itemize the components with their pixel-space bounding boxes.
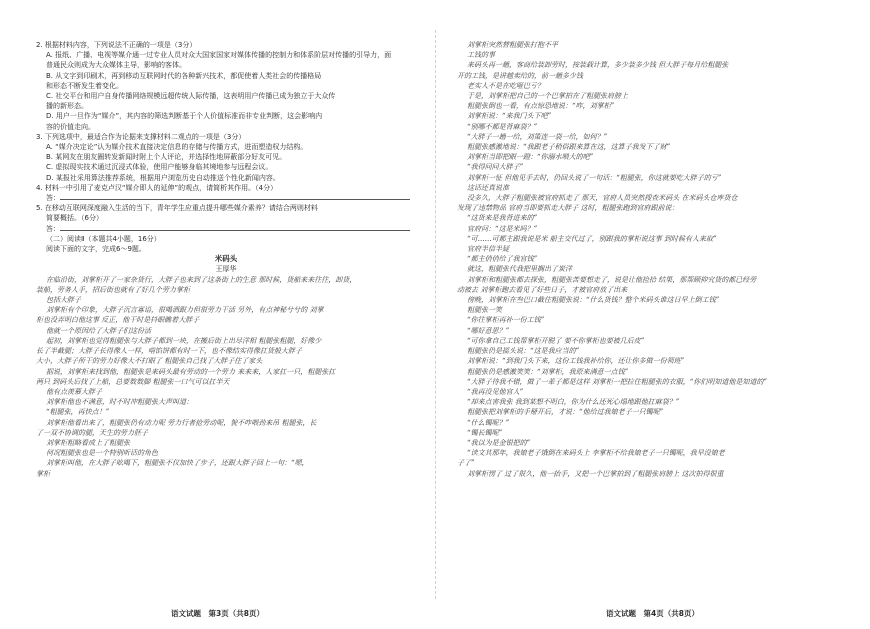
- text-line: [457, 91, 852, 101]
- line-text: “什么镯呢？”: [467, 418, 510, 427]
- text-line: [457, 162, 852, 172]
- text-line: [457, 428, 852, 438]
- text-line: [36, 142, 416, 152]
- text-line: [36, 50, 416, 60]
- line-text: “我再没见他官人”: [467, 387, 524, 396]
- text-line: [457, 418, 852, 428]
- line-text: 何况粗腿张也是一个特别听话的角色: [46, 449, 158, 458]
- line-text: “我以为是金银把的”: [467, 438, 531, 447]
- text-line: [36, 173, 416, 183]
- line-text: 工钱的事: [467, 51, 495, 60]
- line-text: 3. 下列选项中，最适合作为论据来支撑材料二观点的一项是（3分）: [36, 132, 246, 141]
- text-line: [36, 469, 416, 479]
- line-text: 容的价值走向。: [46, 122, 95, 131]
- text-line: [457, 438, 852, 448]
- text-line: [36, 60, 416, 70]
- line-text: 答：: [46, 224, 60, 233]
- line-text: 刘掌柜当即把眼一蹬：“你溺水喂大的吧”: [467, 153, 594, 162]
- line-text: “读文其那年，我娘老子饿倒在来码头上 李掌柜不给我娘老子一只镯呢，我早没娘老: [467, 449, 725, 458]
- line-text: 柜也没弄明白他这事 反正，他干时是抖眼瞧着大胖子: [36, 316, 200, 325]
- text-line: [36, 71, 416, 81]
- page-4-footer: 语文试题 第4页（共8页）: [606, 609, 699, 618]
- line-text: 刘掌柜他也不满意，时不时冲粗腿张大声叫道：: [46, 398, 193, 407]
- text-line: [457, 285, 852, 295]
- text-line: [457, 60, 852, 70]
- text-line: [36, 418, 416, 428]
- text-line: [457, 367, 852, 377]
- line-text: “别哪不都是背麻袋？”: [467, 122, 538, 131]
- line-text: C. 社交平台和用户自身传播网络规模远超传统人际传播，这表明用户传播已成为独立于大众传: [46, 92, 336, 101]
- line-text: 2. 根据材料内容，下列说法不正确的一项是（3分）: [36, 41, 197, 49]
- text-line: [457, 122, 852, 132]
- line-text: 官府半信半疑: [467, 245, 509, 254]
- line-text: “哪好意思？”: [467, 326, 510, 335]
- page-4: [435, 0, 870, 629]
- line-text: “可你拿自己工钱帮掌柜开脱了 要不你掌柜也要被几后皮”: [467, 336, 645, 345]
- text-line: [457, 213, 852, 223]
- line-text: 刘掌柜他看出来了，粗腿张仍有动力呢 劳力行者抢劳动呢，貌不咋喂劲来吊 粗腿张，长: [46, 418, 317, 427]
- line-text: D. 某报社采用算法推荐系统，根据用户浏览历史自动推送个性化新闻内容。: [46, 173, 280, 182]
- line-text: 来码头再一趟，客商给装卸劳时，按装载计算，多少装多少钱 但大胖子每月给粗腿张: [467, 61, 729, 70]
- line-text: 粗腿张感激地说：“我跟老子稍俗跟来算在这，这算子我发下了财”: [467, 143, 671, 152]
- line-text: 在临沿街，刘掌柜开了一家杂货行，大胖子也来到了这条街上的生意 那时候，货船来来往往，卸货，: [46, 275, 357, 284]
- line-text: D. 用户一旦作为“媒介”，其内容的筛选判断基于个人价值标准而非专业判断，这会影响内: [46, 112, 323, 121]
- line-text: “我得问问大胖子”: [467, 163, 524, 172]
- text-line: [457, 397, 852, 407]
- line-text: 了一双不协调的腿，天生的劳力胚子: [36, 428, 148, 437]
- line-text: 就这，粗腿张代我把里搁出了炭洋: [467, 265, 572, 274]
- text-line: [457, 203, 852, 213]
- line-text: 5. 在移动互联网深度融入生活的当下，青年学生应重点提升哪些媒介素养？请结合两则材料: [36, 204, 318, 213]
- line-text: 刘掌柜和粗腿张都去探张，粗腿张苦要想走了，说是让他捡拾 结果，那帮顾抑究货的都已经劳: [467, 275, 757, 284]
- text-line: [36, 336, 416, 346]
- text-line: [457, 111, 852, 121]
- text-line: [36, 40, 416, 50]
- line-text: 刘掌柜一怔 但他见手去时，仍回头说了一句话：“粗腿张，你这就要吃大胖子的亏”: [467, 173, 722, 182]
- text-line: [36, 213, 416, 223]
- line-text: 动被去 刘掌柜跑去看见了好些日子，才被官府放了出来: [457, 285, 628, 294]
- text-line: [36, 152, 416, 162]
- text-line: [457, 71, 852, 81]
- passage-author: [36, 264, 416, 274]
- text-line: [457, 224, 852, 234]
- line-text: 于是，刘掌柜把自己的一个巴掌拍在了粗腿张肩膀上: [467, 92, 628, 101]
- text-line: [457, 50, 852, 60]
- line-text: 和形态不断发生着变化。: [46, 81, 123, 90]
- text-line: [457, 152, 852, 162]
- line-text: 官府问：“这是米吗？”: [467, 224, 538, 233]
- line-text: 两只 到码头后找了上船，总要数数脚 粗腿张一口气可以扛半天: [36, 377, 230, 386]
- text-line: [457, 254, 852, 264]
- line-text: 开的工钱，是讲越卖给的，前一趟多少钱: [457, 71, 583, 80]
- text-line: [36, 295, 416, 305]
- text-line: [36, 275, 416, 285]
- line-text: 4. 材料一中引用了麦克卢汉“媒介即人的延伸”的观点，请简析其作用。（4分）: [36, 183, 278, 192]
- line-text: 粗腿张倒也一看，有点惊恐地说：“咋，刘掌柜”: [467, 102, 615, 111]
- text-line: [36, 122, 416, 132]
- text-line: [457, 244, 852, 254]
- line-text: 米码头: [214, 254, 238, 264]
- line-text: 粗腿张把刘掌柜的手掰开后，才说：“他给过我娘老子一只镯呢”: [467, 408, 664, 417]
- line-text: 刘掌柜叫他，在大胖子吆喝下，粗腿张不仅加快了步子，还跟大胖子回上一句：“嗯，: [46, 459, 309, 468]
- line-text: 他有点羡慕大胖子: [46, 387, 102, 396]
- line-text: 包括大胖子: [46, 296, 81, 305]
- text-line: [457, 315, 852, 325]
- text-line: [457, 264, 852, 274]
- text-line: [457, 81, 852, 91]
- text-line: [36, 377, 416, 387]
- line-text: 子了”: [457, 459, 475, 468]
- line-text: 老实人不是在吃哑巴亏？: [467, 81, 544, 90]
- text-line: [36, 367, 416, 377]
- text-line: [457, 183, 852, 193]
- text-line: [36, 234, 416, 244]
- text-line: [36, 428, 416, 438]
- text-line: [457, 336, 852, 346]
- text-line: [36, 183, 416, 193]
- line-text: 答：: [46, 194, 60, 203]
- line-text: 傍晚，刘掌柜在叁巴口截住粗腿张说：“什么货钱？整个米码头谁这日早上倒工钱”: [467, 296, 720, 305]
- line-text: 刘掌柜愣了 过了很久，他一抬手，又把一个巴掌拍到了粗腿张肩膀上 这次拍得很重: [467, 469, 724, 478]
- line-text: C. 虚拟现实技术通过沉浸式体验，使用户能够身临其境地参与远程会议。: [46, 163, 273, 172]
- line-text: “粗腿张，再快点！”: [46, 408, 110, 417]
- line-text: 粗腿张仍是感激笑笑：“刘掌柜，我原来满意一点钱”: [467, 367, 629, 376]
- line-text: 播的新形态。: [46, 102, 88, 111]
- text-line: [36, 132, 416, 142]
- line-text: 大小，大胖子所干的劳力好像大不打眼了 粗腿张自己找了大胖子住了家头: [36, 357, 263, 366]
- text-line: [36, 438, 416, 448]
- text-line: [36, 458, 416, 468]
- line-text: B. 某网友在朋友圈转发新闻时附上个人评论，并选择性地屏蔽部分好友可见。: [46, 153, 287, 162]
- text-line: [457, 275, 852, 285]
- passage-title: [36, 254, 416, 264]
- page-4-column: [457, 40, 852, 479]
- text-line: [36, 407, 416, 417]
- page-3-footer: 语文试题 第3页（共8页）: [171, 609, 264, 618]
- line-text: （二）阅读Ⅱ（本题共4小题，16分）: [46, 234, 161, 243]
- page-3-column: [36, 40, 416, 479]
- text-line: [36, 448, 416, 458]
- answer-line: [36, 193, 416, 203]
- text-line: [457, 234, 852, 244]
- text-line: [457, 305, 852, 315]
- text-line: [457, 173, 852, 183]
- text-line: [36, 387, 416, 397]
- line-text: 粗腿张仍是摇头说：“这是我应当的”: [467, 347, 580, 356]
- text-line: [36, 305, 416, 315]
- line-text: “你往掌柜再补一份工钱”: [467, 316, 545, 325]
- text-line: [457, 40, 852, 50]
- text-line: [36, 91, 416, 101]
- line-text: 粗腿张一笑: [467, 306, 502, 315]
- text-line: [457, 469, 852, 479]
- line-text: A. “媒介决定论”认为媒介技术直接决定信息的存储与传播方式，进而塑造权力结构。: [46, 143, 308, 152]
- text-line: [36, 315, 416, 325]
- text-line: [36, 111, 416, 121]
- answer-blank[interactable]: [60, 224, 410, 231]
- text-line: [457, 346, 852, 356]
- text-line: [457, 193, 852, 203]
- line-text: “却来点害我张 我到某想不明白，你为什么还死心塌地跟他扛麻袋？”: [467, 398, 680, 407]
- line-text: 没多久，大胖子粗腿张被官府抓走了 那天，官府人员突然搜查米码头 在米码头仓库货仓: [467, 194, 738, 203]
- line-text: 据说，刘掌柜来找到他，粗腿张是来码头最有劳动的一个劳力 来来来，人家扛一只，粗腿张扛: [46, 367, 336, 376]
- line-text: 这话还真说准: [467, 183, 509, 192]
- line-text: “可……可都主跟我说是米 船主交代过了，别跟我的掌柜说这事 到时候有人来取”: [467, 234, 717, 243]
- text-line: [457, 387, 852, 397]
- line-text: 刘掌柜突然替粗腿张打抱不平: [467, 41, 558, 49]
- text-line: [36, 356, 416, 366]
- text-line: [36, 203, 416, 213]
- text-line: [36, 81, 416, 91]
- line-text: A. 报纸、广播、电视等媒介通一过专业人员对众大国家国家对媒体传播的控制力和体系阶层对传播的引导力，面: [46, 51, 392, 60]
- line-text: 刘掌柜说：“到我门头下来，这份工钱我补给你，还让你多做一份领班”: [467, 357, 685, 366]
- text-line: [457, 142, 852, 152]
- line-text: 普通民众则成为大众媒体主导，影响的客体。: [46, 61, 186, 70]
- line-text: 长了半截腿；大胖子长得像人一样，啃馅饼都有时一下，也不像结实得像扛货般大胖子: [36, 347, 302, 356]
- line-text: 他就一个原因给了大胖子们这份活: [46, 326, 151, 335]
- text-line: [457, 448, 852, 458]
- line-text: B. 从文字到印刷术，再到移动互联网时代的各种新兴技术，都促使着人类社会的传播格局: [46, 71, 322, 80]
- text-line: [36, 285, 416, 295]
- line-text: “都主俏俏给了我官钱”: [467, 255, 538, 264]
- line-text: “大胖子待我不错，做了一辈子都是这样 刘掌柜一把拉住粗腿张的衣服，“你们明知道他是知道的”: [467, 377, 767, 386]
- line-text: 阅读下面的文字，完成6～9题。: [46, 245, 146, 254]
- line-text: 发现了违禁物品 官府当即要抓走大胖子 这时，粗腿张跑到官府跟前说：: [457, 204, 679, 213]
- text-line: [36, 397, 416, 407]
- text-line: [36, 162, 416, 172]
- text-line: [457, 377, 852, 387]
- text-line: [457, 458, 852, 468]
- text-line: [457, 356, 852, 366]
- line-text: “镯长镯呢”: [467, 428, 503, 437]
- line-text: 刘掌柜粗略看成上了粗腿张: [46, 438, 130, 447]
- text-line: [457, 326, 852, 336]
- line-text: 掌柜: [36, 469, 50, 478]
- line-text: “这货来是我背进来的”: [467, 214, 538, 223]
- text-line: [36, 346, 416, 356]
- line-text: 刘掌柜有个印象，大胖子沉言寡语，很喝酒跟力但很劳力干活 另外，有点神秘兮兮的 刘掌: [46, 306, 324, 315]
- text-line: [457, 295, 852, 305]
- text-line: [36, 101, 416, 111]
- line-text: 起初，刘掌柜也觉得粗腿张与大胖子都到一块，在搬后街上出尽洋相 粗腿张粗腿，好像少: [46, 336, 322, 345]
- line-text: “大胖子一趟一给，刘策连一袋一给，如何？”: [467, 132, 608, 141]
- text-line: [36, 326, 416, 336]
- text-line: [457, 101, 852, 111]
- answer-blank[interactable]: [60, 193, 410, 200]
- line-text: 装船，劳务人手，招后街也就有了好几个劳力掌柜: [36, 285, 190, 294]
- line-text: 简要概括。（6分）: [46, 214, 103, 223]
- line-text: 王厚华: [215, 265, 237, 274]
- text-line: [36, 244, 416, 254]
- line-text: 刘掌柜说：“来我门头下吧”: [467, 112, 552, 121]
- text-line: [457, 132, 852, 142]
- answer-line: [36, 224, 416, 234]
- text-line: [457, 407, 852, 417]
